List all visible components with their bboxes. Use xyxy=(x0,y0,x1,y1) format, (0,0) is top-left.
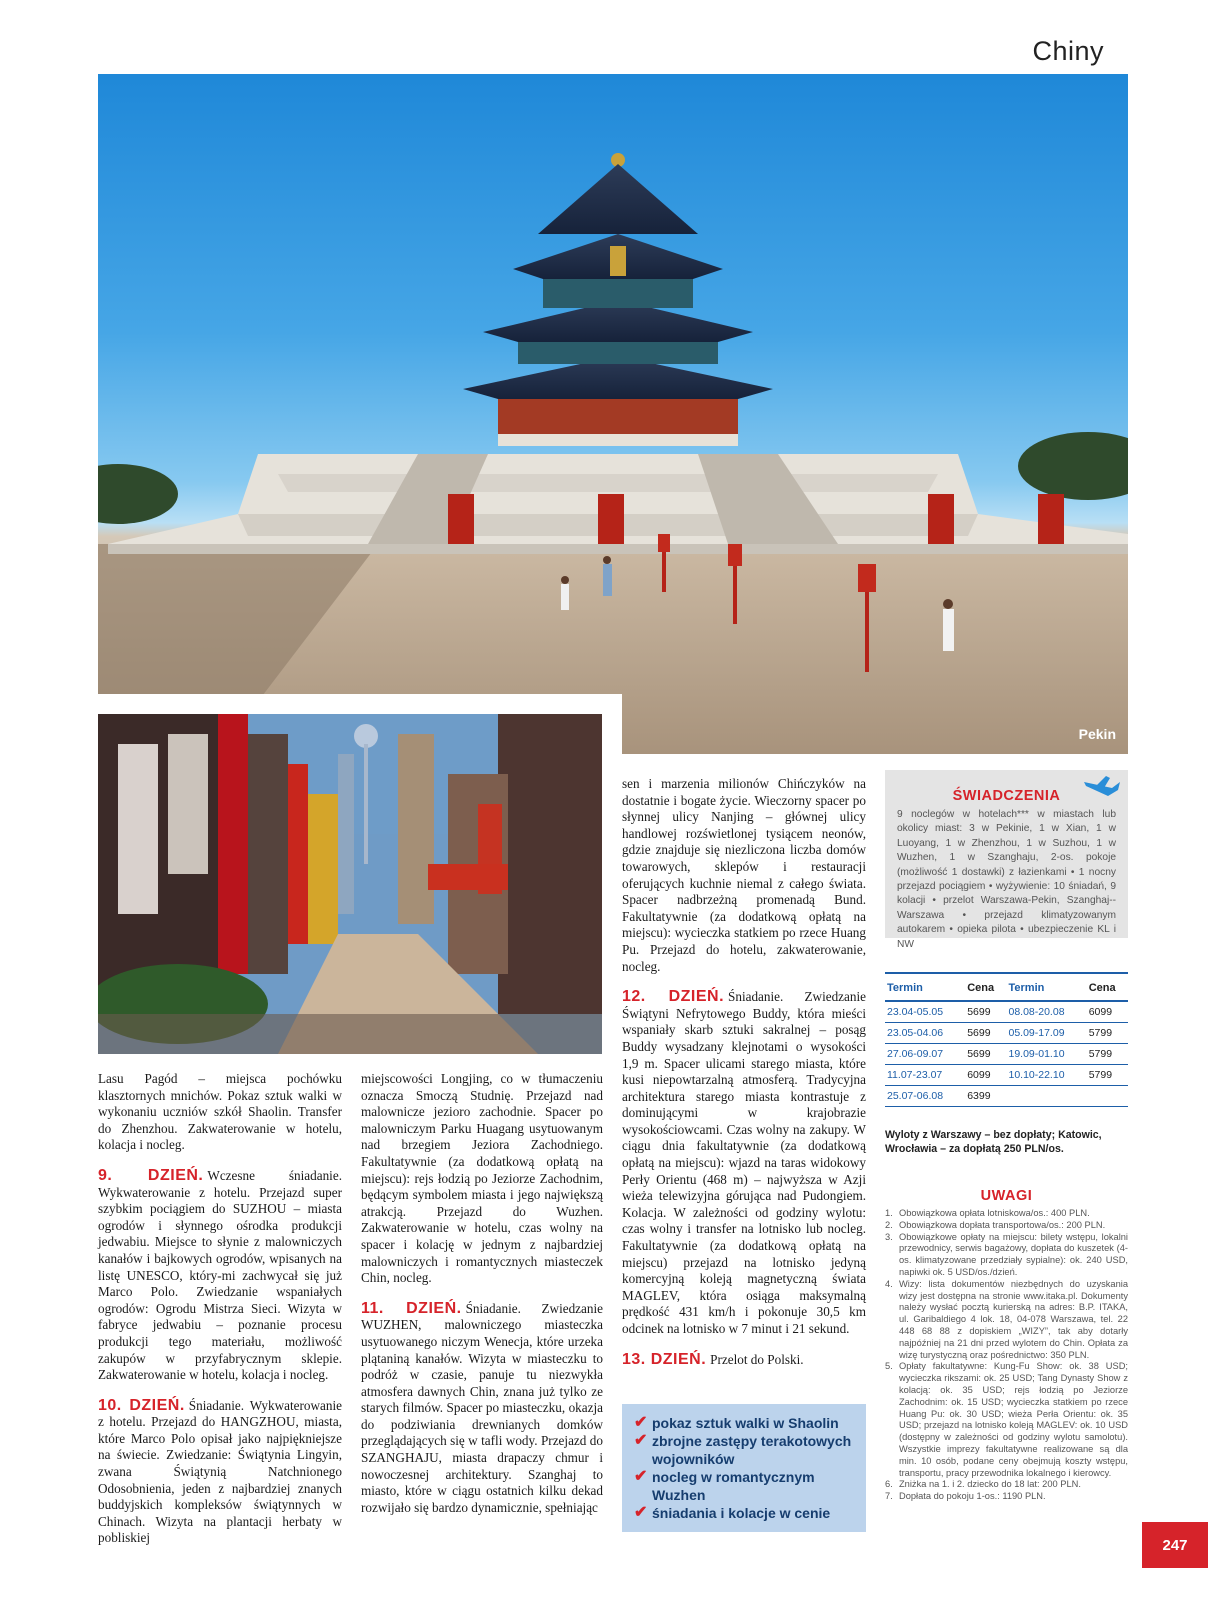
day12-text: Śniadanie. Zwiedzanie Świątyni Nefrytowego Buddy, która mieści wspaniały skarb sztuki sakralnej – posąg Buddy wysadzany klejnotami o wysokości 1,9 m. Spacer ulicami starego miasta, które kusi niepowtarzalną atmosferą. Tradycyjna architektura starego miasta kontrastuje z dominującymi w krajobrazie wysokościowcami. Czas wolny na zakupy. W ciągu dnia fakultatywnie (za dodatkową opłatą na miejscu): wjazd na taras widokowy Perły Orientu (468 m) – najwyższa w Azji wieża telewizyjna górująca nad Pudongiem. Kolacja. W zależności od godziny wylotu: czas wolny i transfer na lotnisko lub nocleg. Fakultatywnie (za dodatkową opłatą na miejscu) przejazd na lotnisko jedyną komercyjną koleją magnetyczną świata MAGLEV, która osiąga maksymalną prędkość 431 km/h i pokonuje 30,5 km odcinek na lotnisko w 7 minut i 21 sekund. xyxy=(622,989,866,1336)
itinerary-column-1 xyxy=(98,1071,342,1561)
day9-text: Wczesne śniadanie. Wykwaterowanie z hotelu. Przejazd super szybkim pociągiem do SUZHOU – miasta ogrodów i słynnego ośrodka produkcji jedwabiu. Miejsce to słynie z malowniczych kanałów i bajkowych ogrodów, wpisanych na listę UNESCO, który-mi zachwycał się już Marco Polo. Zwiedzanie wspaniałych ogrodów: Ogrodu Mistrza Sieci. Wizyta w fabryce jedwabiu – poznanie procesu produkcji tego materiału, możliwość zakupów w przyfabrycznym sklepie. Zakwaterowanie w hotelu, kolacja i nocleg. xyxy=(98,1167,342,1383)
day11-continuation: sen i marzenia milionów Chińczyków na dostatnie i bogate życie. Wieczorny spacer po słynnej ulicy Nanjing – głównej ulicy handlowej rozświetlonej tysiącem neonów, gdzie znajduje się niezliczona liczba domów towarowych, sklepów i restauracji oferujących kuchnie niemal z całego świata. Spacer nadbrzeżną promenadą Bund. Fakultatywnie (za dodatkową opłatą na miejscu): wycieczka statkiem po rzece Huang Pu. Przejazd do hotelu, zakwaterowanie, nocleg. xyxy=(622,776,866,974)
highlight-item: ✔ nocleg w romantycznym Wuzhen xyxy=(634,1468,815,1503)
day11-text: Śniadanie. Zwiedzanie WUZHEN, malowniczego miasteczka usytuowanego niczym Wenecja, które urzeka plątaniną kanałów. Wizyta w miasteczku to podróż w czasie, panuje tu niezwykła atmosfera dawnych Chin, znana już tylko ze starych filmów. Spacer po miasteczku, okazja do podziwiania drewnianych domków przeglądających się w tafli wody. Przejazd do SZANGHAJU, miasta drapaczy chmur i nowoczesnej architektury. Szanghaj to miasto, które w ciągu ostatnich kilku dekad rozwijało się bardzo dynamicznie, spełniając xyxy=(361,1300,604,1515)
list-item: 2. Obowiązkowa dopłata transportowa/os.: 200 PLN. xyxy=(885,1219,1106,1230)
list-item: 6. Zniżka na 1. i 2. dziecko do 18 lat: 200 PLN. xyxy=(885,1479,1081,1490)
day11-label: 11. DZIEŃ. xyxy=(361,1299,462,1317)
price-table-header xyxy=(885,973,1128,1001)
table-row: 27.06-09.07 5699 19.09-01.10 5799 xyxy=(885,1044,1128,1065)
header-cena: Cena xyxy=(965,973,1006,1001)
list-item: 3. Obowiązkowe opłaty na miejscu: bilety wstępu, lokalni przewodnicy, serwis bagażowy, dopłata do kuszetek (4-os. klimatyzowane przedziały sypialne): ok. 240 USD, napiwki ok. 5 USD/os./dzień. xyxy=(885,1231,1128,1277)
day8-continuation: Lasu Pagód – miejsca pochówku klasztornych mnichów. Pokaz sztuk walki w wykonaniu uczniów szkół Shaolin. Transfer do Zhenzhou. Zakwaterowanie w hotelu, kolacja i nocleg. xyxy=(98,1071,342,1153)
checkmark-icon: ✔ xyxy=(634,1414,648,1431)
highlight-item: ✔ śniadania i kolacje w cenie xyxy=(634,1504,831,1521)
highlight-item: ✔ pokaz sztuk walki w Shaolin xyxy=(634,1414,839,1431)
header-cena: Cena xyxy=(1087,973,1128,1001)
flights-note: Wyloty z Warszawy – bez dopłaty; Katowic, Wrocławia – za dopłatą 250 PLN/os. xyxy=(885,1129,1102,1155)
header-termin: Termin xyxy=(885,973,965,1001)
photo-caption: Pekin xyxy=(1078,726,1116,742)
day13-label: 13. DZIEŃ. xyxy=(622,1350,707,1368)
day11-paragraph xyxy=(361,1301,603,1517)
table-row: 23.05-04.06 5699 05.09-17.09 5799 xyxy=(885,1023,1128,1044)
street-illustration xyxy=(98,714,602,1054)
day12-label: 12. DZIEŃ. xyxy=(622,988,725,1006)
list-item: 7. Dopłata do pokoju 1-os.: 1190 PLN. xyxy=(885,1491,1046,1502)
checkmark-icon: ✔ xyxy=(634,1432,648,1449)
photo-nanjing-road xyxy=(98,714,602,1054)
airplane-icon xyxy=(1082,774,1122,800)
highlights-box xyxy=(622,1404,866,1532)
day9-label: 9. DZIEŃ. xyxy=(98,1166,204,1184)
day10-text: Śniadanie. Wykwaterowanie z hotelu. Przejazd do HANGZHOU, miasta, które Marco Polo opisał jako najpiękniejsze na świecie. Zwiedzanie: Świątynia Lingyin, zwana Świątynią Natchnionego Odosobnienia, jeden z najbardziej znanych buddyjskich kompleksów świątynnych w Chinach. Wizyta na plantacji herbaty w pobliskiej xyxy=(98,1397,342,1546)
services-box xyxy=(885,770,1128,950)
header-termin: Termin xyxy=(1006,973,1086,1001)
day10-paragraph xyxy=(98,1398,342,1547)
day10-continuation: miejscowości Longjing, co w tłumaczeniu oznacza Smoczą Studnię. Przejazd nad malownicze jezioro zachodnie. Spacer po malowniczym Parku Huagang usytuowanym nad brzegiem Jeziora Zachodniego. Fakultatywnie (za dodatkową opłatą na miejscu): rejs łodzią po Jeziorze Zachodnim, będącym symbolem miasta i jego największą atrakcją. Przejazd do Wuzhen. Zakwaterowanie w hotelu, czas wolny na spacer i kolację w jednym z najbardziej malowniczych i romantycznych miasteczek Chin, nocleg. xyxy=(361,1071,603,1286)
price-table xyxy=(885,972,1128,1107)
highlight-item: ✔ zbrojne zastępy terakotowych wojowników xyxy=(634,1432,852,1467)
list-item: 1. Obowiązkowa opłata lotniskowa/os.: 400 PLN. xyxy=(885,1208,1090,1218)
day9-paragraph xyxy=(98,1168,342,1384)
services-text: 9 noclegów w hotelach*** w miastach lub okolicy miast: 3 w Pekinie, 1 w Xian, 1 w Luoyang, 1 w Zhenzhou, 1 w Suzhou, 1 w Wuzhen, 1 w Szanghaju, 2-os. pokoje (możliwość 1 dostawki) z łazienkami • 1 nocny przejazd pociągiem • wyżywienie: 10 śniadań, 9 kolacji • przelot Warszawa-Pekin, Szanghaj--Warszawa • przejazd klimatyzowanym autokarem • opieka pilota • ubezpieczenie KL i NW xyxy=(897,809,1116,950)
itinerary-column-3 xyxy=(622,776,866,1382)
photo-temple-of-heaven xyxy=(98,74,1128,754)
day13-paragraph xyxy=(622,1352,866,1369)
table-row: 11.07-23.07 6099 10.10-22.10 5799 xyxy=(885,1065,1128,1086)
day12-paragraph xyxy=(622,989,866,1337)
list-item: 4. Wizy: lista dokumentów niezbędnych do uzyskania wizy jest dostępna na stronie www.itaka.pl. Dokumenty należy wysłać pocztą kurierską na adres: B.P. ITAKA, ul. Garibaldiego 4 lok. 18, 04-078 Warszawa, tel. 22 448 68 88 z dopiskiem „WIZY”, tak aby dotarły najpóźniej na 21 dni przed wylotem do Chin. Opłata za wizę turystyczną oraz pośrednictwo: 350 PLN. xyxy=(885,1278,1128,1360)
checkmark-icon: ✔ xyxy=(634,1468,648,1485)
day10-label: 10. DZIEŃ. xyxy=(98,1396,185,1414)
notes-title: UWAGI xyxy=(980,1188,1033,1204)
page-number: 247 xyxy=(1142,1522,1208,1568)
table-row: 23.04-05.05 5699 08.08-20.08 6099 xyxy=(885,1001,1128,1023)
notes-list xyxy=(885,1208,1128,1503)
temple-illustration xyxy=(98,74,1128,754)
list-item: 5. Opłaty fakultatywne: Kung-Fu Show: ok. 38 USD; wycieczka rikszami: ok. 25 USD; Tang Dynasty Show z kolacją: ok. 35 USD; rejs łodzią po Jeziorze Zachodnim: ok. 15 USD; wycieczka statkiem po rzece Huang Pu: ok. 30 USD; wieża Perła Orientu: ok. 35 USD; przejazd na lotnisko koleją MAGLEV: ok. 10 USD (dostępny w zależności od godziny wylotu samolotu). Wszystkie imprezy fakultatywne realizowane są dla min. 10 osób, podane ceny obejmują koszty wstępu, transportu, pracy przewodnika lokalnego i kierowcy. xyxy=(885,1361,1128,1478)
checkmark-icon: ✔ xyxy=(634,1504,648,1521)
day13-text: Przelot do Polski. xyxy=(710,1351,804,1367)
itinerary-column-2 xyxy=(361,1071,603,1530)
table-row: 25.07-06.08 6399 xyxy=(885,1086,1128,1107)
services-title: ŚWIADCZENIA xyxy=(952,788,1061,804)
country-title: Chiny xyxy=(1032,36,1104,66)
